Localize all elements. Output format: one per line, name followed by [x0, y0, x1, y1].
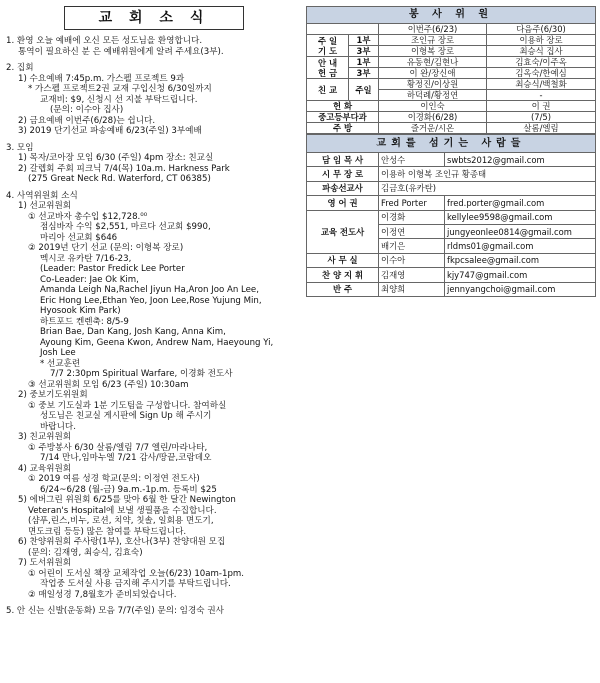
- email: jennyangchoi@gmail.com: [445, 282, 596, 296]
- news-line: 6/24~6/28 (월-금) 9a.m.-1p.m. 등록비 $25: [40, 484, 217, 495]
- news-line: 1. 환영 오늘 예배에 오신 모든 성도님을 환영합니다.: [6, 36, 203, 46]
- email: swbts2012@gmail.com: [445, 153, 596, 167]
- news-line: 하트포드 켄렌축: 8/5-9: [40, 316, 129, 327]
- news-line: 5. 안 신는 신발(운동화) 모음 7/7(주일) 문의: 임경숙 권사: [6, 606, 224, 616]
- cell: 이 완/장신애: [379, 68, 487, 79]
- cell: 하덕례/황정연: [379, 90, 487, 101]
- news-line: 마리아 선교회 $646: [40, 232, 118, 243]
- service-header: 봉 사 위 원: [307, 7, 596, 24]
- email: kjy747@gmail.com: [445, 268, 596, 282]
- col-next-week: 다음주(6/30): [487, 24, 596, 35]
- cell: 즐거운/시온: [379, 123, 487, 134]
- name: 이수아: [379, 253, 445, 267]
- church-news-list: [6, 36, 300, 617]
- label-prayer: 주 일 기 도: [307, 35, 349, 57]
- col-this-week: 이번주(6/23): [379, 24, 487, 35]
- email: fred.porter@gmail.com: [445, 196, 596, 210]
- email: fkpcsalee@gmail.com: [445, 253, 596, 267]
- news-line: 바랍니다.: [40, 421, 76, 432]
- news-line: 1) 선교위원회: [18, 201, 72, 211]
- cell: 이경화(6/28): [379, 112, 487, 123]
- news-line: 1) 수요예배 7:45p.m. 가스펠 프로젝트 9과: [18, 73, 185, 84]
- role: 찬 양 지 휘: [307, 268, 379, 282]
- news-line: 6) 찬양위원회 주사랑(1부), 호산나(3부) 찬양대원 모집: [18, 537, 226, 547]
- cell: 황정진/이상원: [379, 79, 487, 90]
- news-line: (샴푸,린스,비누, 로션, 치약, 칫솔, 일회용 면도기,: [28, 516, 214, 526]
- news-line: * 가스펠 프로젝트2권 교재 구입신청 6/30일까지: [28, 84, 212, 94]
- email: kellylee9598@gmail.com: [445, 210, 596, 224]
- church-news-column: [6, 6, 300, 678]
- cell: 김옥숙/한예심: [487, 68, 596, 79]
- role: 담 임 목 사: [307, 153, 379, 167]
- info-tables-column: [306, 6, 595, 297]
- name: 배기은: [379, 239, 445, 253]
- cell: 최승식 집사: [487, 46, 596, 57]
- news-line: ① 어린이 도서실 책장 교체작업 오늘(6/23) 10am-1pm.: [28, 568, 245, 579]
- news-line: 7/7 2:30pm Spiritual Warfare, 이경화 전도사: [50, 369, 233, 379]
- news-line: 4) 교육위원회: [18, 463, 72, 474]
- part-1: 1부: [349, 57, 379, 68]
- news-line: Eric Hong Lee,Ethan Yeo, Joon Lee,Rose Yujung Min,: [40, 295, 262, 306]
- cell: 이형복 장로: [379, 46, 487, 57]
- news-line: 7) 도서위원회: [18, 558, 72, 568]
- news-line: Amanda Leigh Na,Rachel Jiyun Ha,Aron Joo An Lee,: [40, 285, 259, 295]
- news-line: Brian Bae, Dan Kang, Josh Kang, Anna Kim,: [40, 327, 226, 337]
- news-line: 2) 갈렙회 주회 피크닉 7/4(목) 10a.m. Harkness Park: [18, 163, 230, 174]
- news-line: 7/14 만나,임마누엘 7/21 감사/땅끝,코람데오: [40, 453, 212, 463]
- email: jungyeonlee0814@gmail.com: [445, 224, 596, 238]
- cell: 조인규 장로: [379, 35, 487, 46]
- news-line: Co-Leader: Jae Ok Kim,: [40, 274, 139, 285]
- label-youth-snack: 중고등부다과: [307, 112, 379, 123]
- service-corner: [307, 24, 379, 35]
- news-line: ① 중보 기도실과 1분 기도팀을 구성합니다. 참여하실: [28, 400, 227, 411]
- label-usher: 안 내 헌 금: [307, 57, 349, 79]
- news-line: Veteran's Hospital에 보낼 생필품을 수집합니다.: [28, 505, 217, 516]
- news-line: 2) 중보기도위원회: [18, 390, 88, 400]
- news-line: ② 매일성경 7,8월호가 준비되었습니다.: [28, 589, 177, 600]
- news-line: 멕시코 유카탄 7/16-23,: [40, 253, 132, 264]
- label-kitchen: 주 방: [307, 123, 379, 134]
- news-line: 점심바자 수익 $2,551, 마르다 선교회 $990,: [40, 222, 211, 232]
- name: 안성수: [379, 153, 445, 167]
- news-line: 3. 모임: [6, 142, 34, 153]
- cell: 살롬/엘림: [487, 123, 596, 134]
- name: 김금호(유카탄): [379, 181, 596, 195]
- part-3: 3부: [349, 68, 379, 79]
- news-line: ① 주방봉사 6/30 살롬/엘림 7/7 엘린/마라나타,: [28, 442, 208, 453]
- cell: 이용하 장로: [487, 35, 596, 46]
- name: 이용하 이형복 조인규 황종태: [379, 167, 596, 181]
- news-line: 5) 에버그린 위원회 6/25를 맞아 6월 한 달간 Newington: [18, 495, 236, 505]
- name: 이경화: [379, 210, 445, 224]
- cell: 김효숙/이주옥: [487, 57, 596, 68]
- news-line: 통역이 필요하신 분 은 예배위원에게 알려 주세요(3부).: [18, 46, 224, 57]
- role: 영 어 권: [307, 196, 379, 210]
- news-line: 교재비: $9, 신청시 선 지불 부탁드립니다.: [40, 94, 198, 105]
- news-line: 4. 사역위원회 소식: [6, 190, 78, 201]
- news-line: (문의: 김재영, 최승식, 김효숙): [28, 547, 143, 558]
- label-flowers: 헌 화: [307, 101, 379, 112]
- news-line: 2) 금요예배 이번주(6/28)는 쉽니다.: [18, 115, 156, 126]
- news-line: (275 Great Neck Rd. Waterford, CT 06385): [28, 174, 211, 184]
- news-line: Josh Lee: [40, 348, 76, 358]
- news-line: ③ 선교위원회 모임 6/23 (주일) 10:30am: [28, 379, 189, 390]
- news-line: Hyosook Kim Park): [40, 306, 121, 316]
- news-line: ① 선교바자 총수입 $12,728.⁰⁰: [28, 211, 148, 222]
- news-line: 면도크림 등등) 많은 참여를 부탁드립니다.: [28, 526, 187, 537]
- news-line: 3) 2019 단기선교 파송예배 6/23(주일) 3부예배: [18, 126, 202, 136]
- news-line: ② 2019년 단기 선교 (문의: 이형복 장로): [28, 243, 184, 253]
- news-line: * 선교훈련: [40, 358, 81, 369]
- label-fellowship: 친 교: [307, 79, 349, 101]
- church-news-title: 교 회 소 식: [64, 6, 244, 30]
- news-line: Ayoung Kim, Geena Kwon, Andrew Nam, Haeyoung Yi,: [40, 337, 274, 348]
- cell: (7/5): [487, 112, 596, 123]
- name: 김재영: [379, 268, 445, 282]
- cell: 이인숙: [379, 101, 487, 112]
- staff-table: [306, 134, 596, 297]
- cell: -: [487, 90, 596, 101]
- news-line: 성도님은 친교실 게시판에 Sign Up 해 주시기: [40, 411, 212, 421]
- name: Fred Porter: [379, 196, 445, 210]
- service-table: [306, 6, 596, 134]
- cell: 유동현/김현나: [379, 57, 487, 68]
- news-line: (문의: 이수아 집사): [50, 105, 124, 115]
- role: 시 무 장 로: [307, 167, 379, 181]
- news-line: ① 2019 여름 성경 학교(문의: 이정연 전도사): [28, 474, 200, 484]
- cell: 최승식/백철화: [487, 79, 596, 90]
- role: 반 주: [307, 282, 379, 296]
- news-line: (Leader: Pastor Fredick Lee Porter: [40, 264, 185, 274]
- email: rldms01@gmail.com: [445, 239, 596, 253]
- cell: 이 권: [487, 101, 596, 112]
- news-line: 1) 목자/코아장 모임 6/30 (주일) 4pm 장소: 친교실: [18, 153, 214, 163]
- news-line: 작업중 도서실 사용 금지해 주시기를 부탁드립니다.: [40, 579, 231, 589]
- role: 파송선교사: [307, 181, 379, 195]
- news-line: 3) 친교위원회: [18, 432, 72, 442]
- staff-header: 교회를 섬기는 사람들: [307, 135, 596, 153]
- role: 사 무 실: [307, 253, 379, 267]
- part-sunday: 주일: [349, 79, 379, 101]
- part-3: 3부: [349, 46, 379, 57]
- name: 최양희: [379, 282, 445, 296]
- part-1: 1부: [349, 35, 379, 46]
- name: 이정연: [379, 224, 445, 238]
- news-line: 2. 집회: [6, 63, 34, 73]
- role: 교육 전도사: [307, 210, 379, 253]
